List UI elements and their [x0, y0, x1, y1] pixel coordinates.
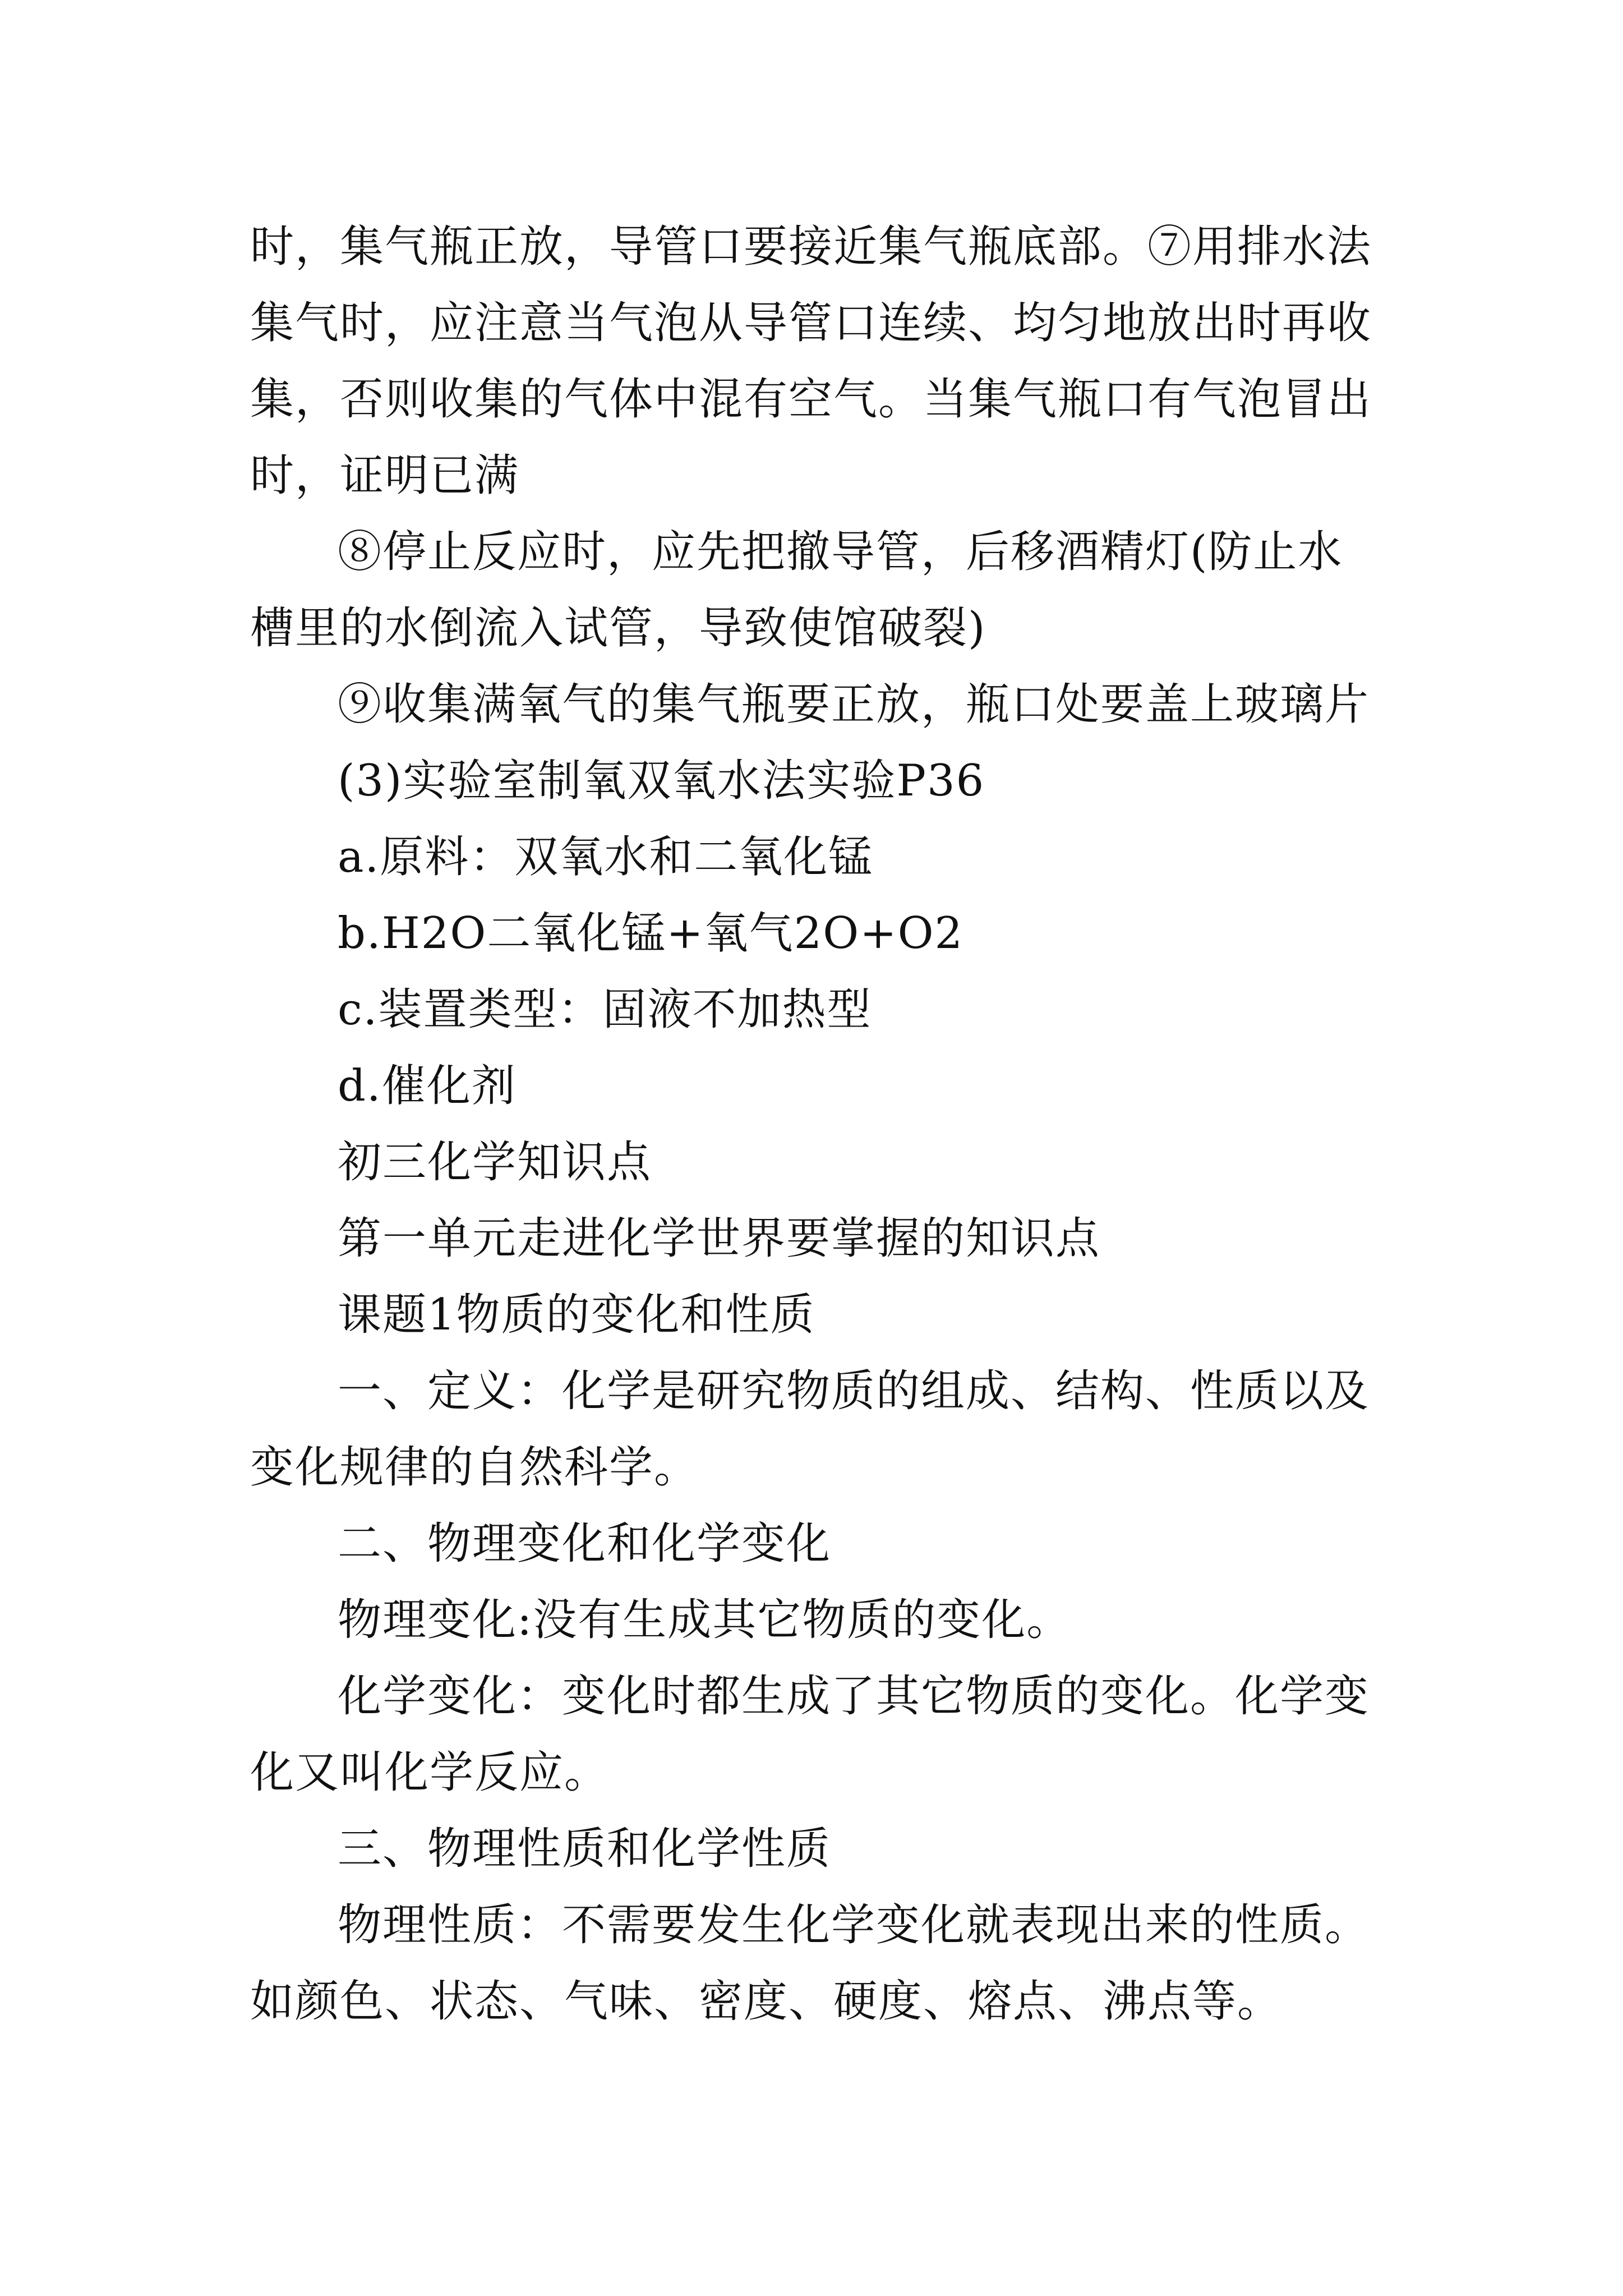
paragraph: 初三化学知识点 — [338, 1137, 652, 1188]
document-body — [250, 209, 1383, 2040]
paragraph: ⑨收集满氧气的集气瓶要正放，瓶口处要盖上玻璃片 — [338, 679, 1370, 730]
paragraph: 三、物理性质和化学性质 — [338, 1824, 832, 1874]
paragraph: 物理变化:没有生成其它物质的变化。 — [338, 1595, 1072, 1645]
paragraph: a.原料：双氧水和二氧化锰 — [338, 832, 874, 882]
paragraph: d.催化剂 — [338, 1061, 517, 1111]
paragraph: 课题1物质的变化和性质 — [338, 1290, 815, 1340]
paragraph: c.装置类型：固液不加热型 — [338, 984, 872, 1035]
paragraph: (3)实验室制氧双氧水法实验P36 — [338, 756, 985, 806]
paragraph: b.H2O二氧化锰+氧气2O+O2 — [338, 908, 964, 959]
paragraph: 二、物理变化和化学变化 — [338, 1519, 832, 1569]
paragraph: 第一单元走进化学世界要掌握的知识点 — [338, 1213, 1101, 1264]
paragraph: 时，集气瓶正放，导管口要接近集气瓶底部。⑦用排水法集气时，应注意当气泡从导管口连续、均匀地放出时再收集，否则收集的气体中混有空气。当集气瓶口有气泡冒出时，证明已满 — [250, 222, 1372, 501]
paragraph: 物理性质：不需要发生化学变化就表现出来的性质。如颜色、状态、气味、密度、硬度、熔点、沸点等。 — [250, 1900, 1370, 2027]
paragraph: 化学变化：变化时都生成了其它物质的变化。化学变化又叫化学反应。 — [250, 1671, 1370, 1798]
paragraph: 一、定义：化学是研究物质的组成、结构、性质以及变化规律的自然科学。 — [250, 1366, 1370, 1493]
paragraph: ⑧停止反应时，应先把撤导管，后移酒精灯(防止水槽里的水倒流入试管，导致使馆破裂) — [250, 527, 1343, 654]
